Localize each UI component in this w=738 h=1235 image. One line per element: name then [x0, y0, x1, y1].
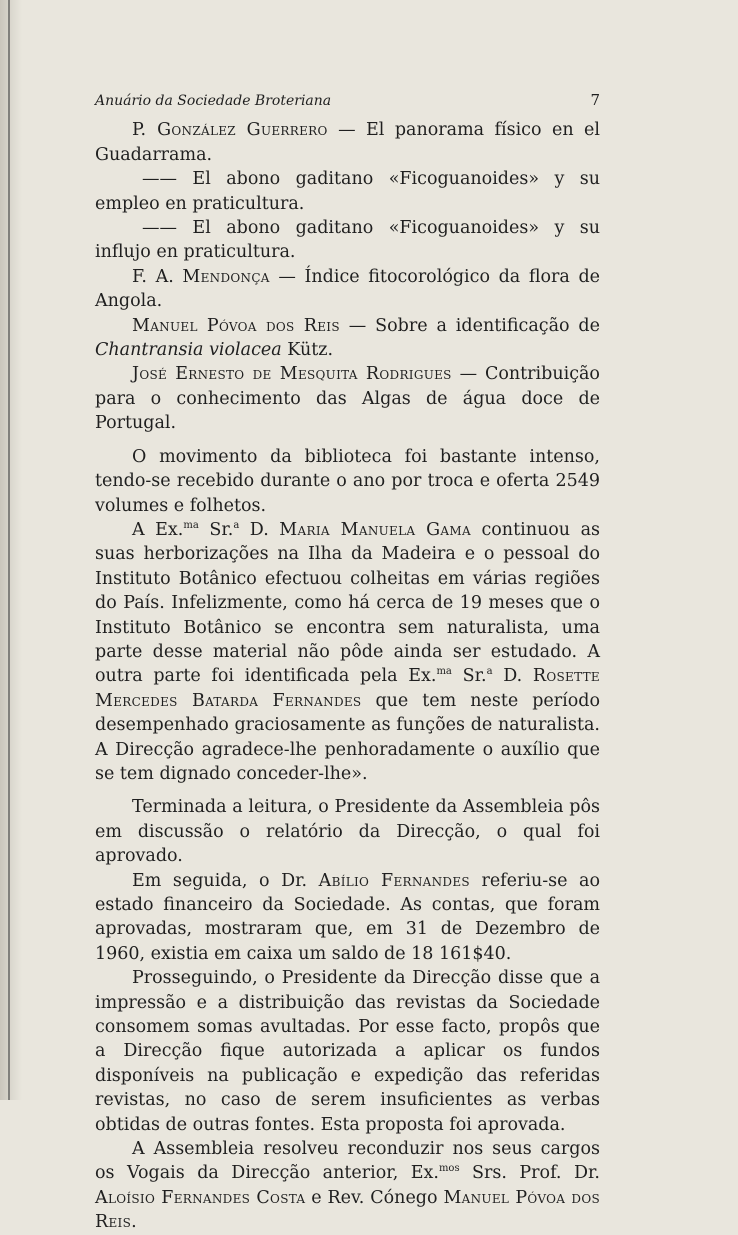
ditto-dash: ——: [142, 218, 177, 239]
paragraph-reading-approved: Terminada a leitura, o Presidente da Assembleia pôs em discussão o relatório da Direcção, o qual foi aprovado.: [95, 797, 600, 867]
reference-title: El abono gaditano «Ficoguanoides» y su empleo en praticultura.: [95, 169, 600, 214]
page-number: 7: [590, 91, 600, 109]
author-name: Mendonça: [182, 266, 270, 287]
paragraph-library: O movimento da biblioteca foi bastante intenso, tendo-se recebido durante o ano por troca e oferta 2549 volumes e folhetos.: [95, 446, 600, 516]
author-name: P. González Guerrero: [132, 120, 328, 141]
ditto-dash: ——: [142, 169, 177, 190]
reference-entry: P. González Guerrero — El panorama físico en el Guadarrama.: [95, 120, 600, 165]
page-text-block: [95, 88, 600, 1235]
paragraph-publication-funds: Prosseguindo, o Presidente da Direcção disse que a impressão e a distribuição das revistas da Sociedade consomem somas avultadas. Por esse facto, propôs que a Direcção fique autorizada a aplicar os fundos disponíveis na publicação e expedição das referidas revistas, no caso de serem insuficientes as verbas obtidas de outras fontes. Esta proposta foi aprovada.: [95, 968, 600, 1135]
person-name: Manuel Póvoa dos Reis: [95, 1187, 600, 1233]
paragraph-finances: Em seguida, o Dr. Abílio Fernandes referiu-se ao estado financeiro da Sociedade. As contas, que foram aprovadas, mostraram que, em 31 de Dezembro de 1960, existia em caixa um saldo de 18 161$40.: [95, 870, 600, 964]
reference-title: Sobre a identificação de: [375, 315, 600, 336]
person-name: Aloísio Fernandes Costa: [95, 1187, 306, 1208]
binding-shadow-line: [8, 0, 10, 1100]
person-name: Maria Manuela Gama: [279, 519, 471, 540]
reference-entry: F. A. Mendonça — Índice fitocorológico da flora de Angola.: [95, 266, 600, 312]
reference-entry: José Ernesto de Mesquita Rodrigues — Contribuição para o conhecimento das Algas de água doce de Portugal.: [95, 364, 600, 434]
paragraph-herborization: A Ex.$^{ma}$ Sr.$^a$ D. Maria Manuela Gama continuou as suas herborizações na Ilha da Madeira e o pessoal do Instituto Botânico efectuou colheitas em várias regiões do País. Infelizmente, como há cerca de 19 meses que o Instituto Botânico se encontra sem naturalista, uma parte desse material não pôde ainda ser estudado. A outra parte foi identificada pela Ex.$^{ma}$ Sr.$^a$ D. Rosette Mercedes Batarda Fernandes que tem neste período desempenhado graciosamente as funções de naturalista. A Direcção agradece-lhe penhoradamente o auxílio que se tem dignado conceder-lhe».: [95, 519, 601, 784]
author-name: José Ernesto de Mesquita Rodrigues: [132, 364, 452, 385]
reference-title: El panorama físico en el Guadarrama.: [95, 120, 600, 165]
reference-title: Índice fitocorológico da flora de Angola.: [95, 266, 600, 312]
paragraph-reappointment: A Assembleia resolveu reconduzir nos seus cargos os Vogais da Direcção anterior, Ex.$^{mos}$ Srs. Prof. Dr. Aloísio Fernandes Costa e Rev. Cónego Manuel Póvoa dos Reis.: [95, 1139, 600, 1233]
person-name: Rosette Mercedes Batarda Fernandes: [95, 666, 600, 711]
reference-title: El abono gaditano «Ficoguanoides» y su influjo en praticultura.: [95, 218, 600, 263]
reference-title: Contribuição para o conhecimento das Algas de água doce de Portugal.: [95, 364, 600, 434]
book-binding-edge: [0, 0, 22, 1100]
species-name: Chantransia violacea: [95, 340, 282, 361]
running-head: [95, 88, 600, 113]
running-title: Anuário da Sociedade Broteriana: [95, 93, 332, 109]
reference-entry: Manuel Póvoa dos Reis — Sobre a identificação de Chantransia violacea Kütz.: [95, 315, 600, 361]
reference-entry: [95, 216, 600, 265]
person-name: Abílio Fernandes: [318, 870, 470, 891]
reference-entry: [95, 167, 600, 216]
author-name: Manuel Póvoa dos Reis: [132, 315, 340, 336]
